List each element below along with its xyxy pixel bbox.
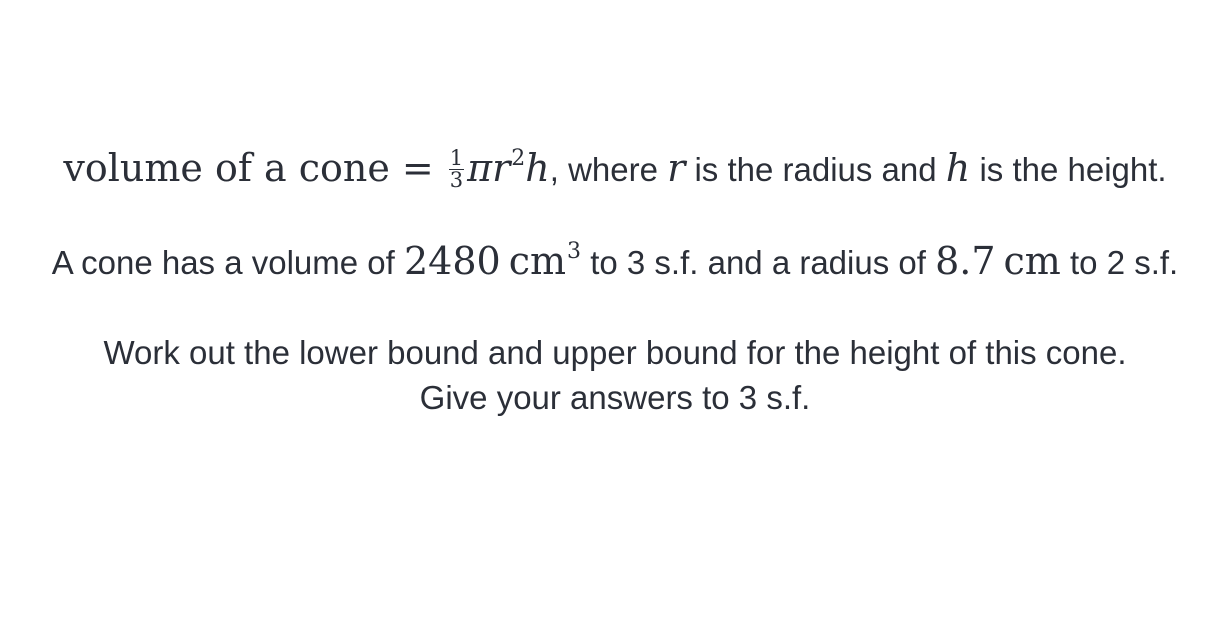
formula-text-height: is the height.	[970, 151, 1167, 188]
formula-text-where: , where	[549, 151, 668, 188]
formula-lhs: volume of a cone	[63, 146, 390, 190]
radius-value: 8.7	[935, 239, 996, 283]
fraction-numerator: 1	[449, 145, 464, 170]
radius-variable: r	[667, 146, 686, 190]
task-paragraph	[0, 330, 1230, 420]
task-line-2: Give your answers to 3 s.f.	[419, 379, 811, 416]
radius-symbol: r	[492, 146, 511, 190]
cone-text-volume: A cone has a volume of	[51, 244, 404, 281]
cone-text-radius: to 3 s.f. and a radius of	[581, 244, 936, 281]
volume-unit: cm	[508, 239, 567, 283]
radius-unit: cm	[1003, 239, 1061, 283]
formula-paragraph	[0, 146, 1230, 197]
equals-sign: =	[401, 146, 434, 190]
formula-text-radius: is the radius and	[685, 151, 946, 188]
height-symbol: h	[525, 146, 550, 190]
squared-exponent: 2	[511, 146, 526, 171]
task-line-1: Work out the lower bound and upper bound for the height of this cone.	[103, 334, 1127, 371]
height-variable: h	[945, 146, 971, 190]
cone-text-sf: to 2 s.f.	[1060, 244, 1179, 281]
fraction-denominator: 3	[449, 167, 464, 192]
cone-info-paragraph	[0, 239, 1230, 290]
question-content	[0, 146, 1230, 420]
pi-symbol: π	[467, 146, 493, 190]
volume-value: 2480	[403, 239, 501, 283]
volume-unit-exponent: 3	[567, 239, 582, 264]
fraction-one-third	[449, 145, 464, 192]
